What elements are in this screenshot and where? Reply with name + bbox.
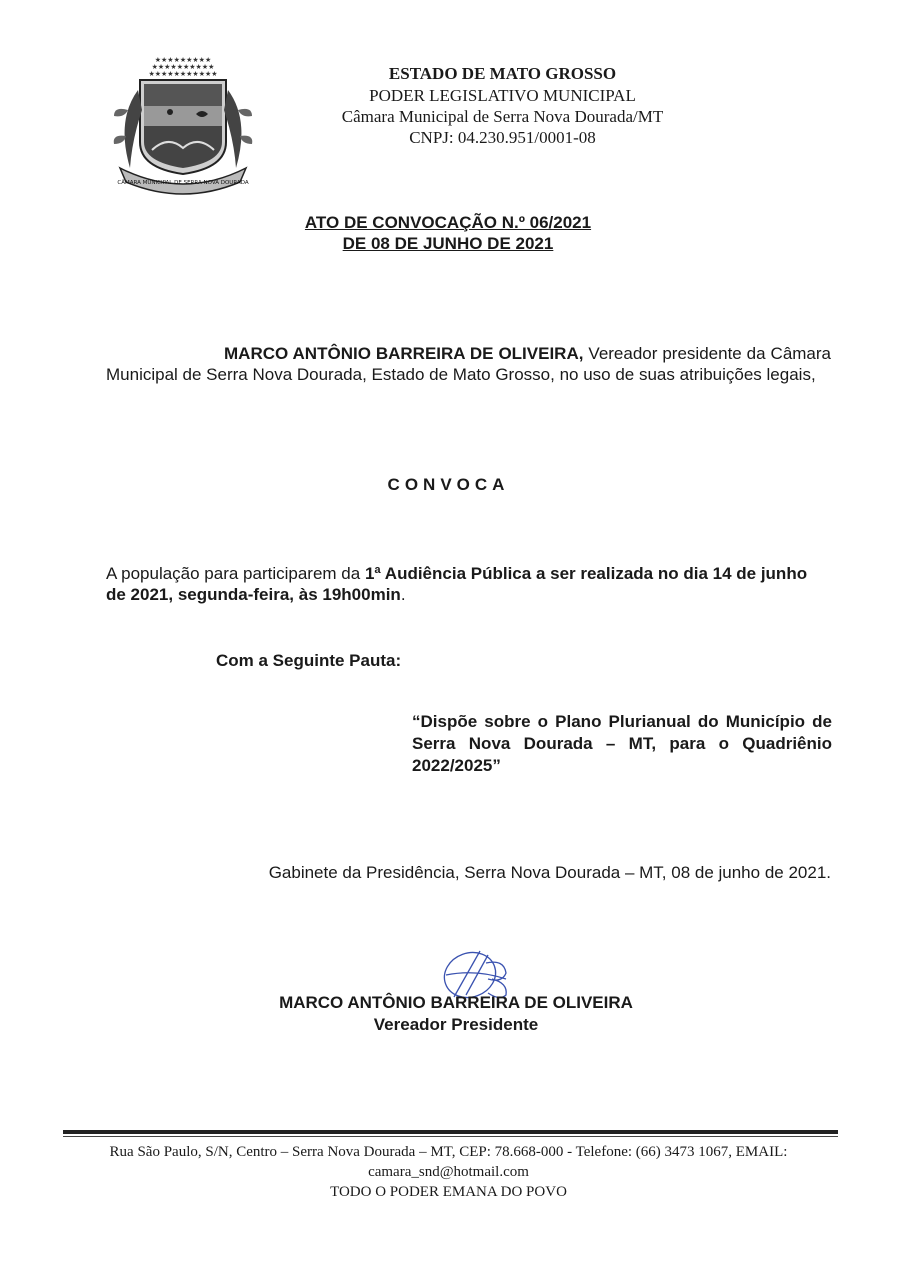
footer-email: camara_snd@hotmail.com — [368, 1164, 529, 1180]
header-legislative-power: PODER LEGISLATIVO MUNICIPAL — [369, 86, 636, 105]
header-camara: Câmara Municipal de Serra Nova Dourada/MT — [341, 107, 664, 126]
footer-motto: TODO O PODER EMANA DO POVO — [330, 1184, 567, 1200]
seal-text: CÂMARA MUNICIPAL DE SERRA NOVA DOURADA — [117, 180, 249, 186]
svg-text:★★★★★★★★★: ★★★★★★★★★ — [154, 56, 212, 64]
header-state: ESTADO DE MATO GROSSO — [388, 64, 617, 83]
svg-text:★★★★★★★★★★★: ★★★★★★★★★★★ — [148, 70, 218, 78]
intro-rest: Vereador presidente da Câmara Municipal de Serra Nova Dourada, Estado de Mato Grosso, no uso de suas atribuições legais, — [106, 344, 832, 384]
agenda-text: “Dispõe sobre o Plano Plurianual do Município de Serra Nova Dourada – MT, para o Quadriênio 2022/2025” — [412, 712, 832, 775]
population-event: 1ª Audiência Pública a ser realizada no dia 14 de junho de 2021, segunda-feira, às 19h00min — [106, 564, 808, 604]
svg-text:★★★★★★★★★★: ★★★★★★★★★★ — [151, 63, 215, 71]
document-date-title: DE 08 DE JUNHO DE 2021 — [342, 234, 554, 253]
population-paragraph — [106, 563, 831, 605]
population-end: . — [400, 585, 406, 604]
footer-address: Rua São Paulo, S/N, Centro – Serra Nova Dourada – MT, CEP: 78.668-000 - Telefone: (66) 3473 1067, EMAIL: — [109, 1144, 788, 1160]
coat-of-arms-emblem — [108, 50, 258, 195]
footer-rule — [63, 1130, 838, 1134]
intro-paragraph — [106, 343, 831, 385]
footer-rule-thin — [63, 1136, 838, 1137]
header-cnpj: CNPJ: 04.230.951/0001-08 — [409, 128, 596, 147]
signatory-role: Vereador Presidente — [373, 1015, 539, 1034]
convoca-heading: CONVOCA — [387, 475, 510, 494]
place-date-line: Gabinete da Presidência, Serra Nova Dourada – MT, 08 de junho de 2021. — [268, 863, 831, 882]
document-title: ATO DE CONVOCAÇÃO N.º 06/2021 — [304, 213, 592, 232]
intro-name: MARCO ANTÔNIO BARREIRA DE OLIVEIRA, — [224, 344, 584, 363]
signatory-name: MARCO ANTÔNIO BARREIRA DE OLIVEIRA — [279, 993, 633, 1012]
population-start: A população para participarem da — [106, 564, 365, 583]
agenda-label: Com a Seguinte Pauta: — [216, 651, 402, 670]
